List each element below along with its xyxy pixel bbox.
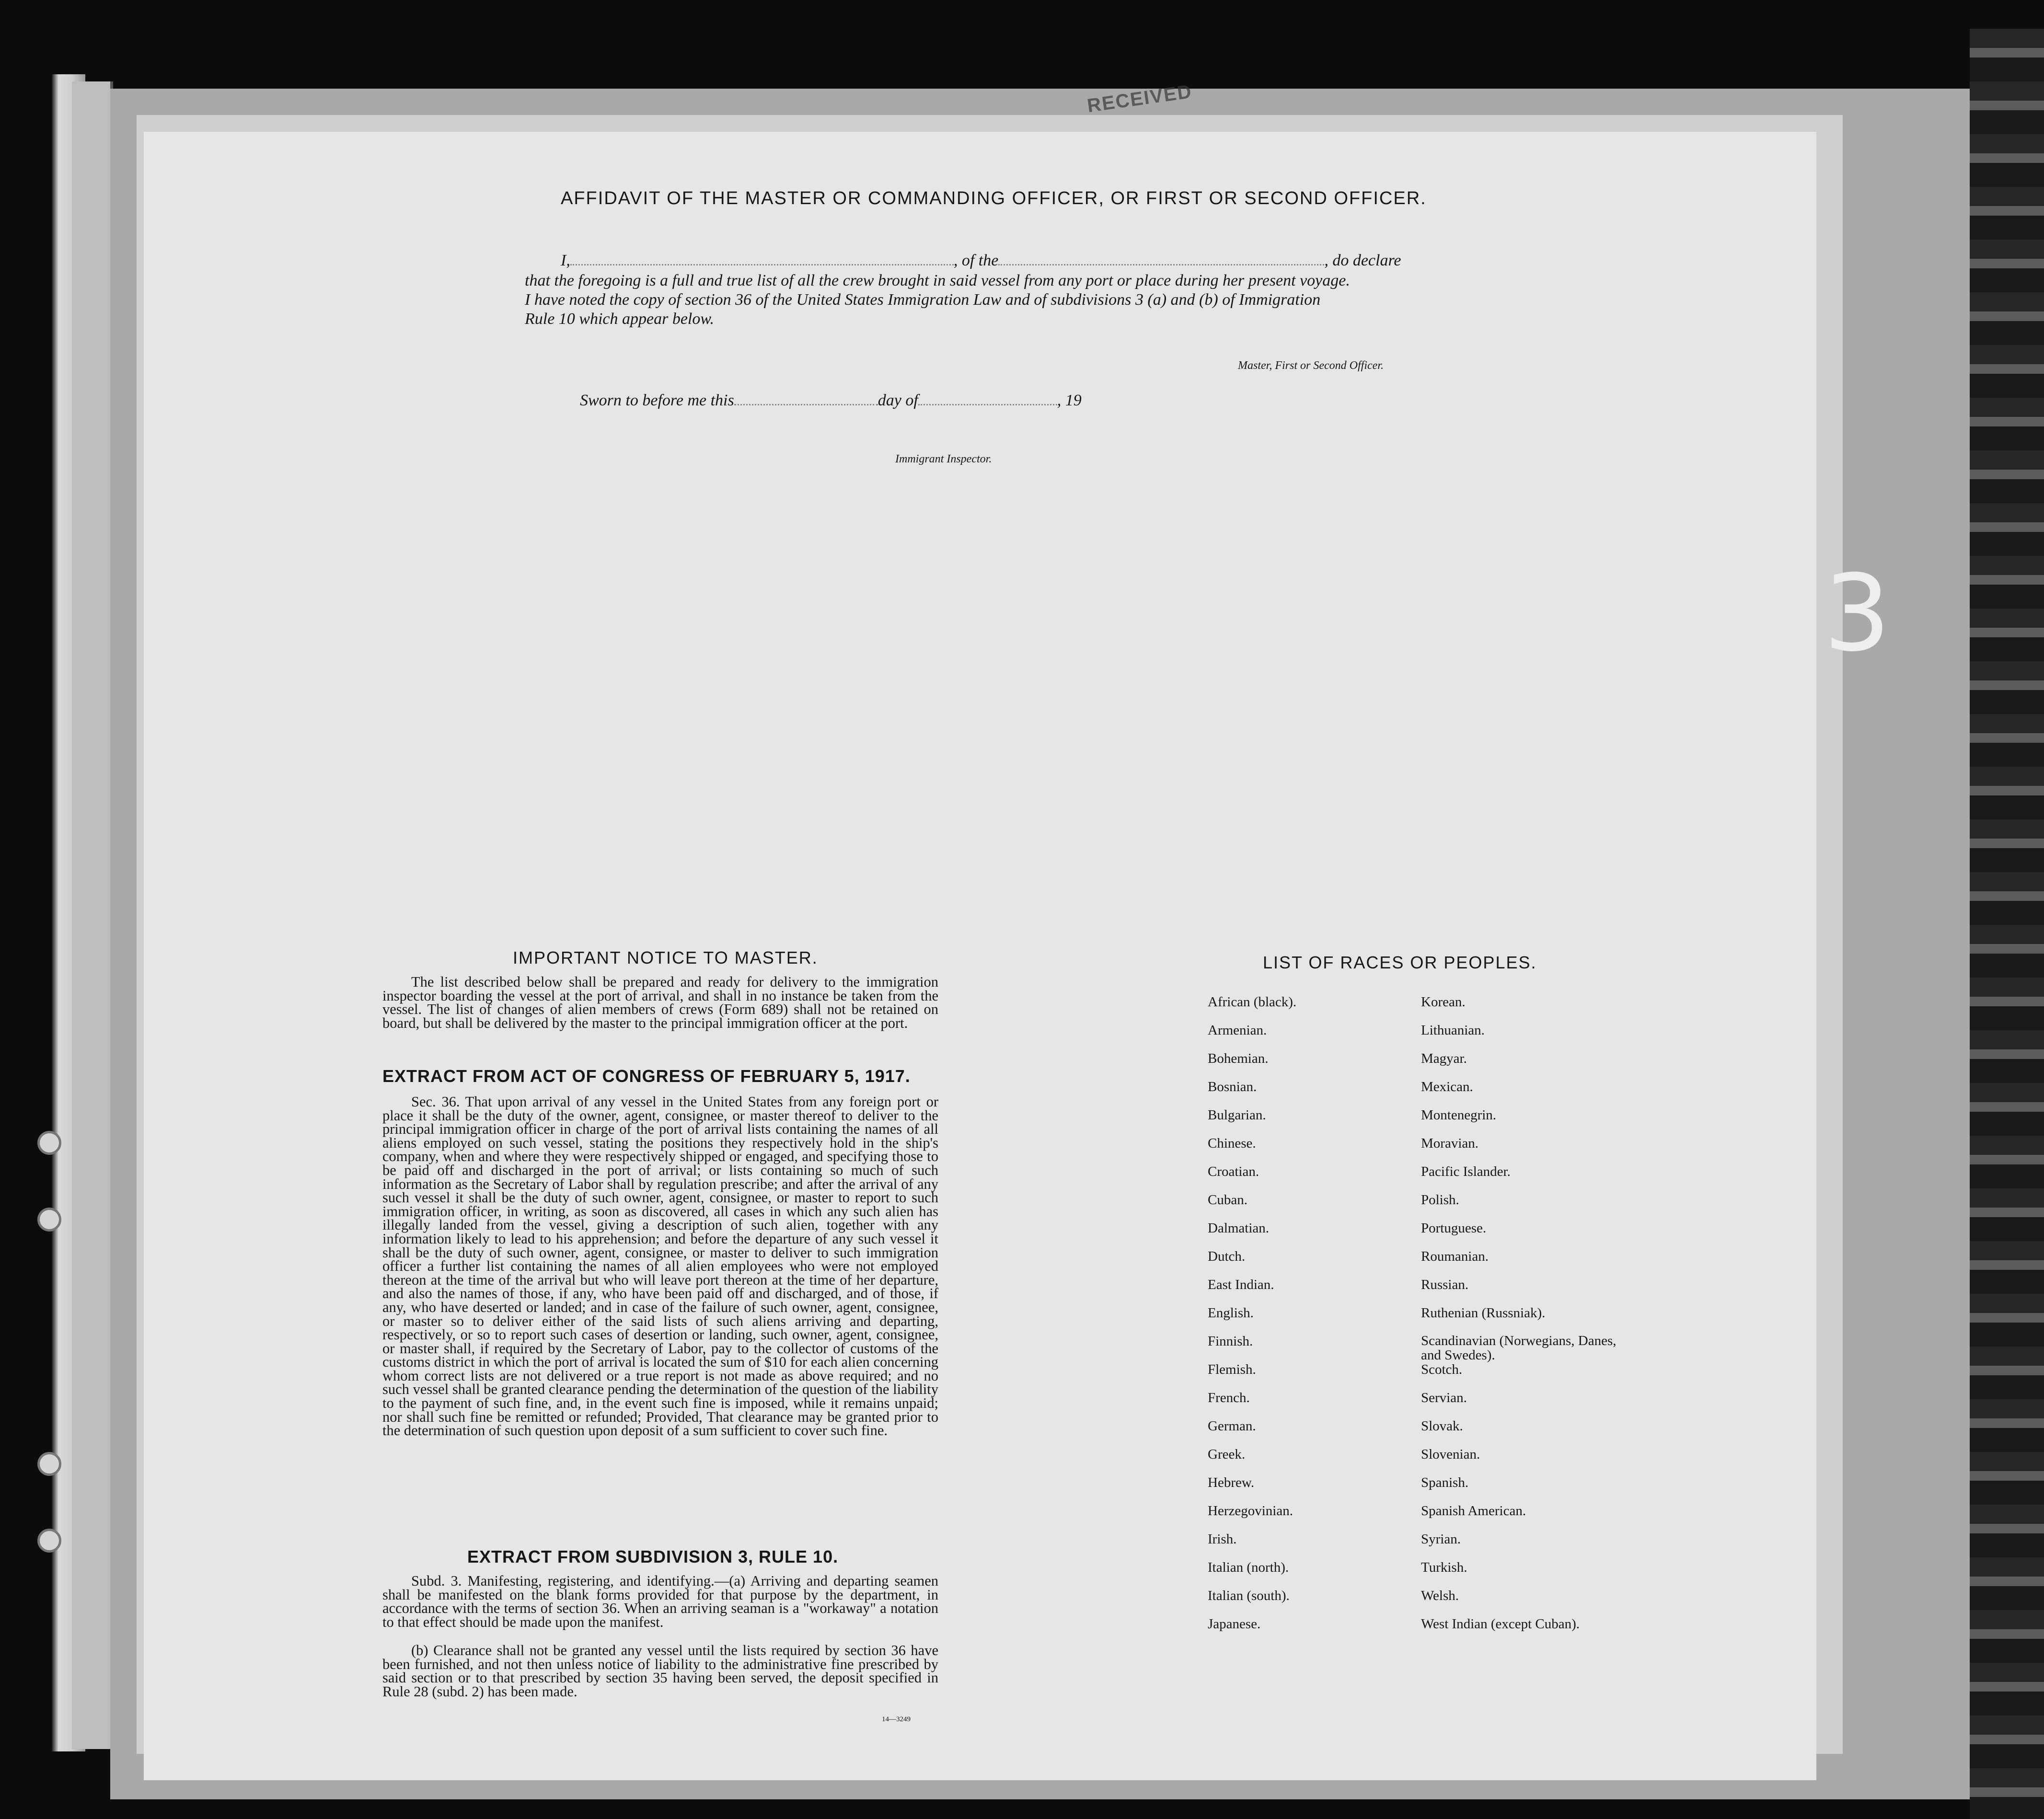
race-item: Welsh. <box>1421 1588 1459 1603</box>
extract-rule-body-b: (b) Clearance shall not be granted any vessel until the lists required by section 36 have been furnished, and not then unless notice of liability to the administrative fine prescribed by said section or to that prescribed by section 35 having been served, the deposit specified in Rule 28 (subd. 2) has been made. <box>382 1642 938 1700</box>
binding-edge <box>1970 29 2044 1819</box>
sworn-line <box>580 391 1082 410</box>
form-number: 14—3249 <box>882 1715 911 1723</box>
race-item: Roumanian. <box>1421 1249 1489 1264</box>
race-item: Mexican. <box>1421 1079 1473 1094</box>
race-item: Irish. <box>1208 1531 1237 1547</box>
race-item: Spanish American. <box>1421 1503 1526 1519</box>
vessel-blank <box>998 264 1324 265</box>
race-item: English. <box>1208 1305 1254 1321</box>
extract-rule-title: EXTRACT FROM SUBDIVISION 3, RULE 10. <box>467 1547 839 1566</box>
race-item: Slovenian. <box>1421 1447 1480 1462</box>
affidavit-of-the: , of the <box>953 252 999 269</box>
race-item: Slovak. <box>1421 1418 1463 1434</box>
extract-rule-body-a: Subd. 3. Manifesting, registering, and identifying.—(a) Arriving and departing seamen shall be manifested on the blank forms provided for that purpose by the department, in accordance with the terms of section 36. When an arriving seaman is a "workaway" a notation to that effect should be made upon the manifest. <box>382 1573 938 1630</box>
punch-hole <box>37 1208 61 1232</box>
races-left-column <box>1208 994 1296 1645</box>
affidavit-line-3: I have noted the copy of section 36 of the United States Immigration Law and of subdivisions 3 (a) and (b) of Immigration <box>525 291 1321 309</box>
race-item: East Indian. <box>1208 1277 1274 1292</box>
race-item: Croatian. <box>1208 1164 1259 1179</box>
handwritten-page-number: 3 <box>1824 552 1891 675</box>
extract-act-body: Sec. 36. That upon arrival of any vessel in the United States from any foreign port or place it shall be the duty of the owner, agent, consignee, or master thereof to deliver to the principal immigration officer in charge of the port of arrival lists containing the names of all aliens employed on such vessel, stating the positions they respectively hold in the ship's company, when and where they were respectively shipped or engaged, and specifying those to be paid off and discharged in the port of arrival; or lists containing so much of such information as the Secretary of Labor shall by regulation prescribe; and after the arrival of any such vessel it shall be the duty of such owner, agent, consignee, or master to report to such immigration officer, in writing, as soon as discovered, all cases in which any such alien has illegally landed from the vessel, giving a description of such alien, together with any information likely to lead to his apprehension; and before the departure of any such vessel it shall be the duty of such owner, agent, consignee, or master to deliver to such immigration officer a further list containing the names of all alien employees who were not employed thereon at the time of the arrival but who will leave port thereon at the time of her departure, and also the names of those, if any, who have been paid off and discharged, and of those, if any, who have deserted or landed; and in case of the failure of such owner, agent, consignee, or master so to deliver either of the said lists of such aliens arriving and departing, respectively, or so to report such cases of desertion or landing, such owner, agent, consignee, or master shall, if required by the Secretary of Labor, pay to the collector of customs of the customs district in which the port of arrival is located the sum of $10 for each alien concerning whom correct lists are not delivered or a true report is not made as above required; and no such vessel shall be granted clearance pending the determination of the question of the liability to the payment of such fine, and, in the event such fine is imposed, while it remains unpaid; nor shall such fine be remitted or refunded; Provided, That clearance may be granted prior to the determination of such question upon deposit of a sum sufficient to cover such fine. <box>382 1094 938 1439</box>
race-item: Portuguese. <box>1421 1220 1487 1236</box>
race-item: Chinese. <box>1208 1136 1256 1151</box>
race-item: Bosnian. <box>1208 1079 1257 1094</box>
punch-hole <box>37 1131 61 1155</box>
race-item: Magyar. <box>1421 1051 1467 1066</box>
affidavit-line-1 <box>561 252 1401 270</box>
race-item: Montenegrin. <box>1421 1107 1497 1123</box>
race-item: Spanish. <box>1421 1475 1469 1490</box>
name-blank <box>570 264 954 265</box>
race-item: French. <box>1208 1390 1250 1405</box>
race-item: Bulgarian. <box>1208 1107 1266 1123</box>
race-item: Pacific Islander. <box>1421 1164 1511 1179</box>
race-item: Herzegovinian. <box>1208 1503 1293 1519</box>
sworn-prefix: Sworn to before me this <box>580 391 734 409</box>
punch-hole <box>37 1529 61 1553</box>
affidavit-title: AFFIDAVIT OF THE MASTER OR COMMANDING OFFICER, OR FIRST OR SECOND OFFICER. <box>561 188 1427 208</box>
affidavit-declare: , do declare <box>1324 252 1401 269</box>
left-page-edge-inner <box>72 81 113 1749</box>
race-item: Korean. <box>1421 994 1466 1010</box>
race-item: Russian. <box>1421 1277 1469 1292</box>
race-item: Japanese. <box>1208 1616 1261 1632</box>
race-item: Italian (north). <box>1208 1560 1289 1575</box>
race-item: Dalmatian. <box>1208 1220 1270 1236</box>
race-item: Polish. <box>1421 1192 1459 1208</box>
race-item: Italian (south). <box>1208 1588 1290 1603</box>
month-blank <box>918 404 1057 405</box>
race-item: Dutch. <box>1208 1249 1246 1264</box>
race-item: Bohemian. <box>1208 1051 1269 1066</box>
sworn-day-of: day of <box>878 391 918 409</box>
day-blank <box>734 404 878 405</box>
race-item: Moravian. <box>1421 1136 1478 1151</box>
punch-hole <box>37 1452 61 1476</box>
race-item: African (black). <box>1208 994 1297 1010</box>
notice-title: IMPORTANT NOTICE TO MASTER. <box>513 948 818 967</box>
race-item: Syrian. <box>1421 1531 1461 1547</box>
race-item: Lithuanian. <box>1421 1023 1485 1038</box>
inspector-caption: Immigrant Inspector. <box>895 453 992 465</box>
race-item: Cuban. <box>1208 1192 1247 1208</box>
affidavit-i: I, <box>561 252 570 269</box>
race-item: Flemish. <box>1208 1362 1256 1377</box>
race-item: Greek. <box>1208 1447 1246 1462</box>
race-item: Armenian. <box>1208 1023 1267 1038</box>
race-item: West Indian (except Cuban). <box>1421 1616 1580 1632</box>
sworn-year: , 19 <box>1057 391 1082 409</box>
race-item: Turkish. <box>1421 1560 1467 1575</box>
race-item: Finnish. <box>1208 1334 1253 1349</box>
races-title: LIST OF RACES OR PEOPLES. <box>1263 953 1537 972</box>
race-item: German. <box>1208 1418 1256 1434</box>
notice-body: The list described below shall be prepared and ready for delivery to the immigration inspector boarding the vessel at the port of arrival, and shall in no instance be taken from the vessel. The list of changes of alien members of crews (Form 689) shall not be retained on board, but shall be delivered by the master to the principal immigration officer at the port. <box>382 974 938 1031</box>
affidavit-line-4: Rule 10 which appear below. <box>525 310 715 328</box>
races-right-column <box>1421 994 1632 1645</box>
race-item: Servian. <box>1421 1390 1467 1405</box>
affidavit-line-2: that the foregoing is a full and true list of all the crew brought in said vessel from any port or place during her present voyage. <box>525 272 1350 289</box>
received-stamp: RECEIVED <box>1086 81 1194 117</box>
race-item: Hebrew. <box>1208 1475 1255 1490</box>
race-item: Scotch. <box>1421 1362 1463 1377</box>
signature-caption: Master, First or Second Officer. <box>1238 359 1384 372</box>
race-item: Scandinavian (Norwegians, Danes, and Swedes). <box>1421 1333 1617 1363</box>
extract-act-title: EXTRACT FROM ACT OF CONGRESS OF FEBRUARY 5, 1917. <box>382 1066 911 1086</box>
race-item: Ruthenian (Russniak). <box>1421 1305 1546 1321</box>
